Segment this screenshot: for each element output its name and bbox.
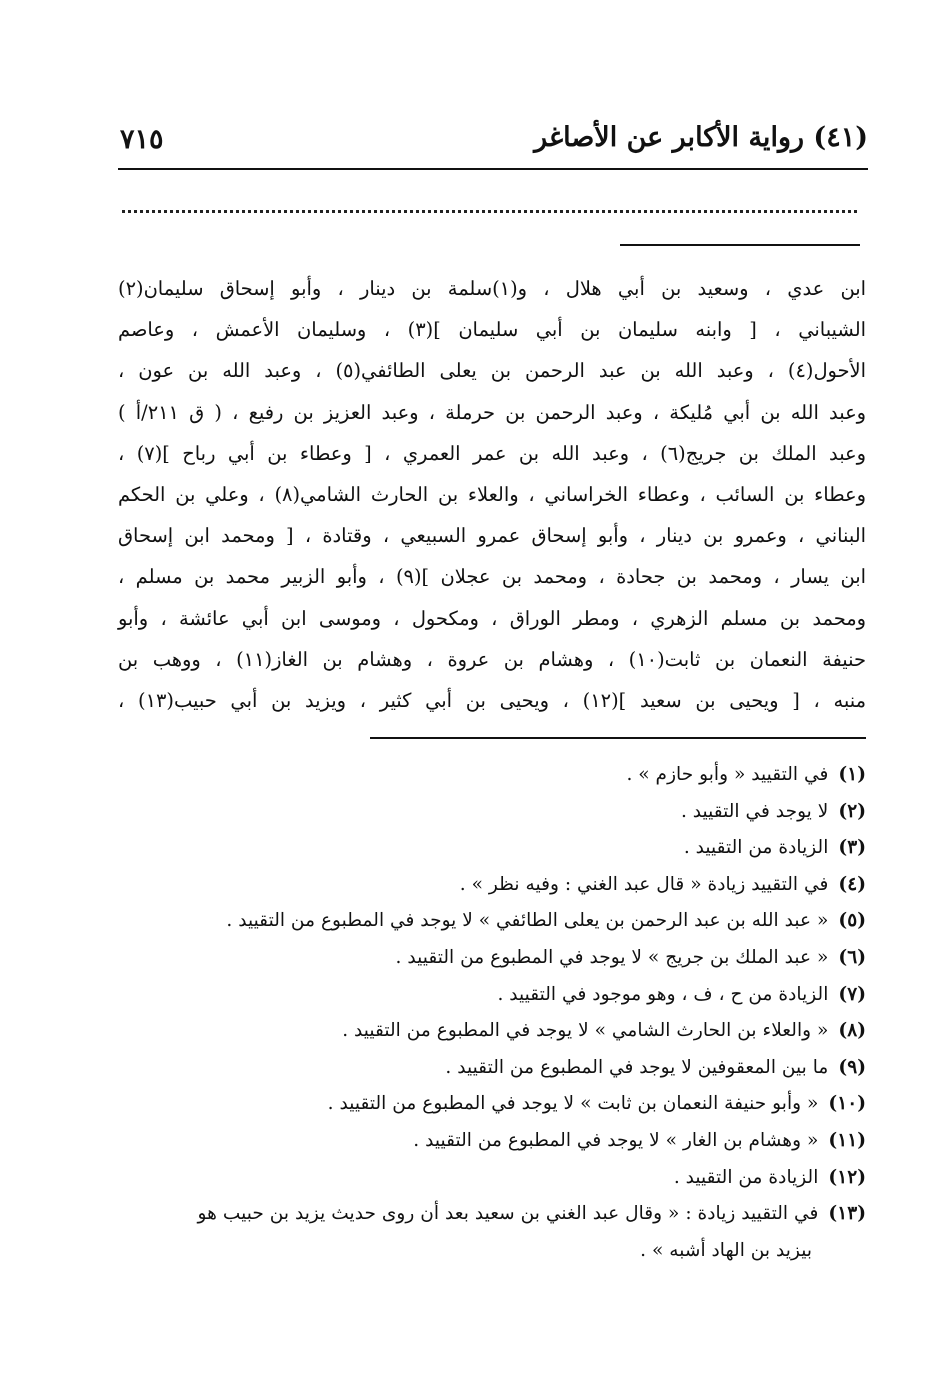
footnote-text: الزيادة من التقييد .: [683, 837, 829, 859]
footnote-text: في التقييد « وأبو حازم » .: [626, 764, 829, 785]
text-line: ابن يسار ، ومحمد بن جحادة ، ومحمد بن عجلان ](٩) ، وأبو الزبير محمد بن مسلم ،: [118, 565, 866, 589]
footnote-number: (٤): [838, 873, 866, 895]
footnote-number: (٧): [838, 983, 866, 1005]
page-number: ٧١٥: [120, 124, 164, 155]
text-line: الشيباني ، [ وابنه سليمان بن أبي سليمان ](٣) ، وسليمان الأعمش ، وعاصم: [118, 318, 866, 342]
footnote-rule: [370, 737, 866, 739]
footnote: [110, 1196, 866, 1233]
text-line: وعبد الملك بن جريج(٦) ، وعبد الله بن عمر العمري ، [ وعطاء بن أبي رباح ](٧) ،: [118, 441, 866, 465]
footnote-text: في التقييد زيادة : « وقال عبد الغني بن سعيد بعد أن روى حديث يزيد بن حبيب هو: [197, 1203, 819, 1225]
text-line: ابن عدي ، وسعيد بن أبي هلال ، و(١)سلمة بن دينار ، وأبو إسحاق سليمان(٢): [118, 277, 866, 300]
footnote-number: (٩): [838, 1056, 866, 1078]
text-line: وعطاء بن السائب ، وعطاء الخراساني ، والعلاء بن الحارث الشامي(٨) ، وعلي بن الحكم: [118, 483, 866, 507]
short-separator: [620, 244, 860, 246]
footnote-number: (١٢): [828, 1166, 866, 1188]
footnote: [110, 977, 866, 1014]
footnote: [110, 757, 866, 794]
footnote: [110, 867, 866, 904]
footnote-number: (٣): [838, 837, 866, 859]
footnote: [110, 903, 866, 940]
text-line: ومحمد بن مسلم الزهري ، ومطر الوراق ، ومكحول ، وموسى ابن أبي عائشة ، وأبو: [118, 606, 866, 630]
footnote-number: (٦): [838, 946, 866, 968]
footnote-continuation: بيزيد بن الهاد أشبه » .: [640, 1239, 812, 1261]
footnote-text: لا يوجد في التقييد .: [680, 800, 829, 822]
footnotes-list: [110, 757, 866, 1269]
footnote: [110, 1123, 866, 1160]
footnote-number: (١): [838, 764, 866, 785]
footnote-number: (١٣): [828, 1203, 866, 1225]
footnote-text: « عبد الملك بن جريج » لا يوجد في المطبوع من التقييد .: [395, 946, 829, 968]
footnote-number: (٥): [838, 910, 866, 932]
footnote-number: (٢): [838, 800, 866, 822]
footnote: [110, 1086, 866, 1123]
dotted-separator: [122, 210, 857, 213]
footnote-text: « عبد الله بن عبد الرحمن بن يعلى الطائفي » لا يوجد في المطبوع من التقييد .: [226, 910, 829, 932]
footnote: [110, 1050, 866, 1087]
footnote-number: (١٠): [828, 1093, 866, 1115]
footnote-text: في التقييد زيادة « قال عبد الغني : وفيه نظر » .: [459, 873, 829, 895]
footnote-text: « والعلاء بن الحارث الشامي » لا يوجد في المطبوع من التقييد .: [342, 1020, 829, 1042]
text-line: وعبد الله بن أبي مُليكة ، وعبد الرحمن بن حرملة ، وعبد العزيز بن رفيع ، ( ق ٢١١/أ ): [118, 400, 866, 424]
footnote: [110, 794, 866, 831]
text-line: حنيفة النعمان بن ثابت(١٠) ، وهشام بن عروة ، وهشام بن الغاز(١١) ، ووهب بن: [118, 647, 866, 671]
footnote: [110, 1013, 866, 1050]
footnote-number: (١١): [828, 1129, 866, 1151]
footnote-number: (٨): [838, 1020, 866, 1042]
text-line: الأحول(٤) ، وعبد الله بن عبد الرحمن بن يعلى الطائفي(٥) ، وعبد الله بن عون ،: [118, 359, 866, 383]
footnote: [110, 940, 866, 977]
footnote-text: « وهشام بن الغار » لا يوجد في المطبوع من التقييد .: [413, 1129, 819, 1151]
footnote-text: ما بين المعقوفين لا يوجد في المطبوع من التقييد .: [445, 1056, 829, 1078]
header-rule: [118, 168, 868, 170]
footnote-text: الزيادة من ح ، ف ، وهو موجود في التقييد .: [497, 983, 829, 1005]
text-line: البناني ، وعمرو بن دينار ، وأبو إسحاق عمرو السبيعي ، وقتادة ، [ ومحمد ابن إسحاق: [118, 524, 866, 548]
footnote-text: « وأبو حنيفة النعمان بن ثابت » لا يوجد في المطبوع من التقييد .: [327, 1093, 819, 1115]
footnote-text: الزيادة من التقييد .: [673, 1166, 819, 1188]
footnote: [110, 1160, 866, 1197]
page-header-title: (٤١) رواية الأكابر عن الأصاغر: [534, 122, 868, 153]
main-text: [118, 268, 866, 721]
text-line: منبه ، [ ويحيى بن سعيد ](١٢) ، ويحيى بن أبي كثير ، ويزيد بن أبي حبيب(١٣) ،: [118, 689, 866, 713]
footnote: [110, 830, 866, 867]
